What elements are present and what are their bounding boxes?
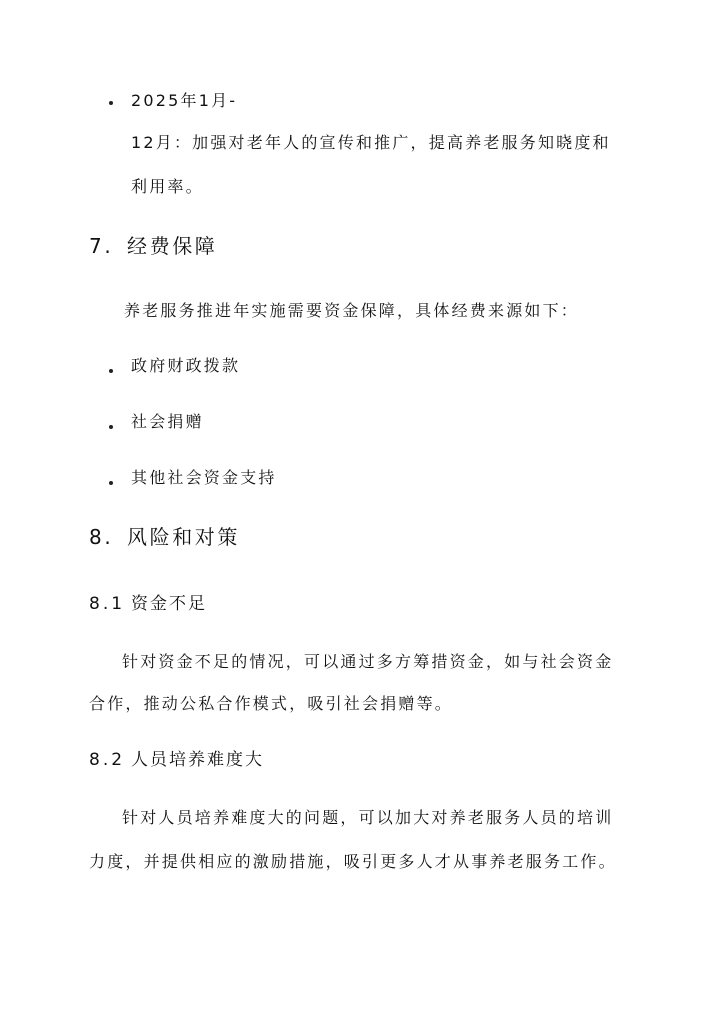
list-item-text: 政府财政拨款 [131,356,241,375]
paragraph: 养老服务推进年实施需要资金保障，具体经费来源如下： [124,301,580,320]
list-item-text: 其他社会资金支持 [131,468,277,487]
section-title: 风险和对策 [127,525,240,549]
section-title: 经费保障 [127,234,218,258]
section-number: 8. [89,525,114,549]
list-item-text: 社会捐赠 [131,412,204,431]
bullet-dot [109,101,113,105]
bullet-dot [109,425,113,429]
list-item-text: 2025年1月- [131,91,238,110]
bullet-dot [109,481,113,485]
subsection-title: 资金不足 [131,594,207,614]
section-number: 7. [89,234,114,258]
subsection-number: 8.1 [89,594,126,614]
list-item-text: 利用率。 [131,177,204,196]
subsection-number: 8.2 [89,750,126,770]
section-heading-8 [89,525,240,549]
bullet-dot [109,369,113,373]
list-item-text: 12月：加强对老年人的宣传和推广，提高养老服务知晓度和 [131,133,611,152]
subsection-title: 人员培养难度大 [131,750,264,770]
subsection-heading-8-1 [89,594,207,614]
paragraph-line: 针对资金不足的情况，可以通过多方筹措资金，如与社会资金 [122,652,614,671]
subsection-heading-8-2 [89,750,264,770]
paragraph-line: 针对人员培养难度大的问题，可以加大对养老服务人员的培训 [122,808,614,827]
paragraph-line: 合作，推动公私合作模式，吸引社会捐赠等。 [89,694,454,713]
paragraph-line: 力度，并提供相应的激励措施，吸引更多人才从事养老服务工作。 [89,852,617,871]
section-heading-7 [89,234,217,258]
